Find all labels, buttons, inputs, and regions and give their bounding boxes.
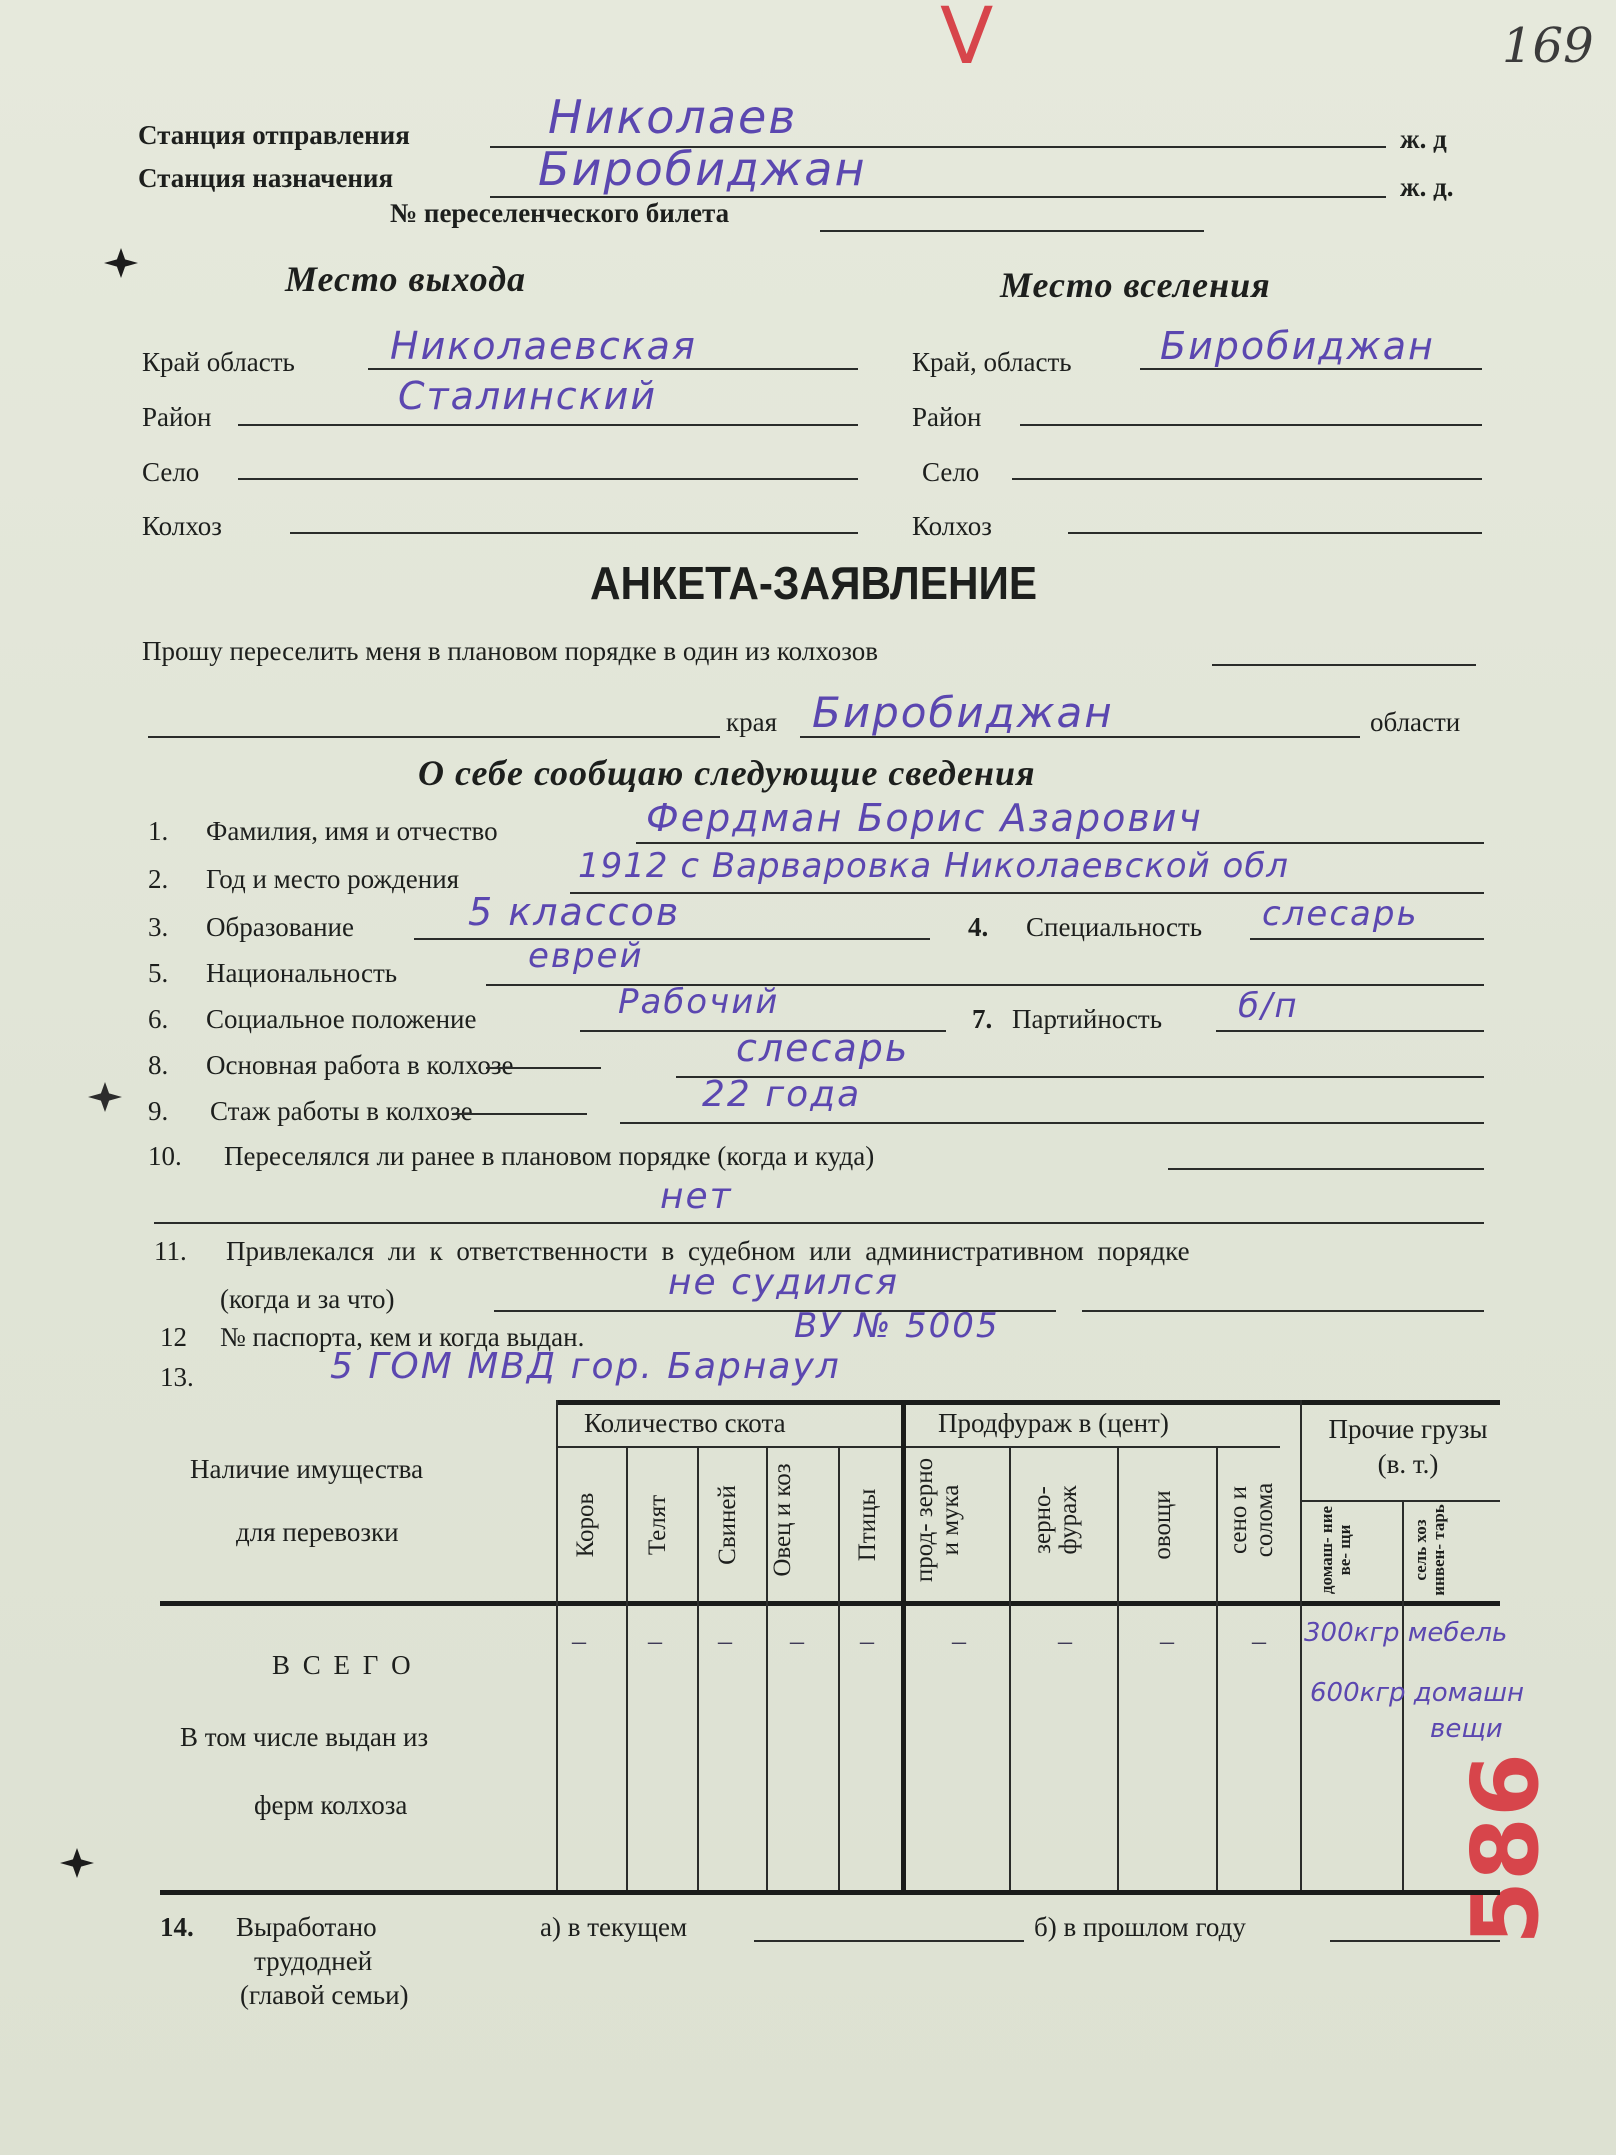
field-value-birth: 1912 с Варваровка Николаевской обл: [578, 846, 1290, 886]
side-number: 586: [1452, 1752, 1559, 1945]
destination-label: Станция назначения: [138, 163, 394, 193]
field-number: 3.: [148, 912, 169, 942]
col-header-grain-fodder: зерно- фураж: [1029, 1485, 1083, 1555]
group-header-other: Прочие грузы (в. т.): [1328, 1414, 1488, 1480]
field-label-liability: Привлекался ли к ответственности в судебном или административном порядке: [226, 1236, 1190, 1266]
settlement-village-line: [1012, 478, 1482, 480]
field-value-resettled: нет: [660, 1176, 733, 1217]
settlement-region-line: [1140, 368, 1482, 370]
col-divider: [1216, 1446, 1218, 1890]
field-line-liability-2: [1082, 1310, 1484, 1312]
table-header-rule: [160, 1601, 1500, 1606]
field-number: 1.: [148, 816, 169, 846]
field-label-experience: Стаж работы в колхозе: [210, 1096, 473, 1126]
departure-label: Станция отправления: [138, 120, 410, 150]
dash-cell: –: [860, 1626, 874, 1657]
dash-cell: –: [572, 1626, 586, 1657]
group-header-livestock: Количество скота: [584, 1408, 786, 1438]
field-value-issuer: 5 ГОМ МВД гор. Барнаул: [330, 1346, 841, 1387]
col-header-cows: Коров: [572, 1492, 599, 1558]
rail-suffix-1: ж. д: [1400, 124, 1447, 154]
col-divider: [556, 1400, 558, 1890]
table-top-rule: [556, 1400, 1500, 1405]
field-line-specialty: [1250, 938, 1484, 940]
field-number: 4.: [968, 912, 989, 942]
other-value-2: 600кгр домашн: [1310, 1678, 1524, 1708]
dash-cell: –: [1058, 1626, 1072, 1657]
field-label-nationality: Национальность: [206, 958, 398, 988]
field-value-liability: не судился: [668, 1262, 899, 1303]
col-divider: [697, 1446, 699, 1890]
check-mark: V: [940, 0, 994, 82]
field-number: 12: [160, 1322, 187, 1352]
field-number: 8.: [148, 1050, 169, 1080]
workdays-number: 14.: [160, 1912, 194, 1942]
ticket-label: № переселенческого билета: [390, 198, 730, 228]
col-divider: [1009, 1446, 1011, 1890]
row-header-line1: Наличие имущества: [190, 1454, 424, 1484]
dash-cell: –: [648, 1626, 662, 1657]
dash-cell: –: [790, 1626, 804, 1657]
dash-cell: –: [952, 1626, 966, 1657]
origin-region-label: Край область: [142, 347, 295, 377]
incl-label-line2: ферм колхоза: [254, 1790, 408, 1820]
punch-hole: [104, 248, 138, 278]
other-value-1: 300кгр мебель: [1304, 1618, 1508, 1648]
workdays-current-label: а) в текущем: [540, 1912, 688, 1942]
col-divider: [838, 1446, 840, 1890]
field-number: 9.: [148, 1096, 169, 1126]
origin-kolkhoz-label: Колхоз: [142, 511, 222, 541]
workdays-last-label: б) в прошлом году: [1034, 1912, 1246, 1942]
dash-cell: –: [1252, 1626, 1266, 1657]
group-divider: [1300, 1400, 1302, 1890]
col-header-calves: Телят: [644, 1494, 671, 1556]
about-heading: О себе сообщаю следующие сведения: [418, 753, 1036, 793]
request-text: Прошу переселить меня в плановом порядке в один из колхозов: [142, 636, 878, 666]
col-header-grain-flour: прод- зерно и мука: [911, 1457, 965, 1583]
field-value-main-work: слесарь: [736, 1026, 910, 1070]
strike-through: [486, 1067, 601, 1069]
field-label-liability-2: (когда и за что): [220, 1284, 395, 1314]
settlement-district-label: Район: [912, 402, 982, 432]
col-header-hay: сено и солома: [1225, 1482, 1279, 1558]
settlement-district-line: [1020, 424, 1482, 426]
field-value-specialty: слесарь: [1262, 894, 1419, 934]
row-header-line2: для перевозки: [236, 1517, 399, 1547]
origin-district-value: Сталинский: [398, 374, 658, 418]
origin-region-line: [368, 368, 858, 370]
krai-blank-line: [148, 736, 720, 738]
col-divider: [626, 1446, 628, 1890]
col-header-poultry: Птицы: [854, 1488, 881, 1562]
field-value-passport: ВУ № 5005: [794, 1306, 1000, 1346]
departure-value: Николаев: [548, 90, 798, 144]
col-divider: [1117, 1446, 1119, 1890]
workdays-label-line3: (главой семьи): [240, 1980, 409, 2010]
field-label-social: Социальное положение: [206, 1004, 477, 1034]
origin-kolkhoz-line: [290, 532, 858, 534]
punch-hole: [88, 1082, 122, 1112]
field-label-main-work: Основная работа в колхозе: [206, 1050, 514, 1080]
krai-value: Биробиджан: [812, 688, 1114, 737]
request-line: [1212, 664, 1476, 666]
settlement-kolkhoz-label: Колхоз: [912, 511, 992, 541]
oblast-label: области: [1370, 707, 1461, 737]
group-header-rule: [556, 1446, 1280, 1448]
field-value-fio: Фердман Борис Азарович: [646, 796, 1203, 840]
field-label-resettled: Переселялся ли ранее в плановом порядке (когда и куда): [224, 1141, 875, 1171]
ticket-line: [820, 230, 1204, 232]
field-value-experience: 22 года: [702, 1074, 862, 1115]
col-header-sheep: Овец и коз: [769, 1463, 796, 1577]
field-number: 2.: [148, 864, 169, 894]
workdays-current-line: [754, 1940, 1024, 1942]
settlement-heading: Место вселения: [1000, 265, 1271, 305]
incl-label-line1: В том числе выдан из: [180, 1722, 429, 1752]
origin-district-line: [238, 424, 858, 426]
field-line-fio: [636, 842, 1484, 844]
field-line-resettled: [1168, 1168, 1484, 1170]
field-label-specialty: Специальность: [1026, 912, 1203, 942]
field-number: 5.: [148, 958, 169, 988]
workdays-label-line2: трудодней: [254, 1946, 373, 1976]
dash-cell: –: [1160, 1626, 1174, 1657]
punch-hole: [60, 1848, 94, 1878]
rail-suffix-2: ж. д.: [1400, 172, 1454, 202]
origin-village-label: Село: [142, 457, 200, 487]
field-number: 13.: [160, 1362, 194, 1392]
field-value-education: 5 классов: [468, 890, 681, 934]
origin-heading: Место выхода: [285, 259, 527, 299]
total-label: В С Е Г О: [272, 1650, 414, 1680]
col-divider: [766, 1446, 768, 1890]
field-line-resettled-2: [154, 1222, 1484, 1224]
settlement-region-label: Край, область: [912, 347, 1072, 377]
settlement-region-value: Биробиджан: [1160, 324, 1435, 368]
field-value-nationality: еврей: [528, 936, 644, 976]
field-line-experience: [620, 1122, 1484, 1124]
col-header-pigs: Свиней: [714, 1485, 741, 1565]
col-header-household: домаш- ние ве- щи: [1317, 1505, 1354, 1595]
origin-village-line: [238, 478, 858, 480]
group-divider: [901, 1400, 906, 1890]
other-subheader-rule: [1300, 1500, 1500, 1502]
dash-cell: –: [718, 1626, 732, 1657]
destination-value: Биробиджан: [538, 142, 867, 196]
field-number: 6.: [148, 1004, 169, 1034]
krai-label: края: [726, 707, 778, 737]
field-value-party: б/п: [1238, 986, 1299, 1026]
workdays-last-line: [1330, 1940, 1500, 1942]
field-value-social: Рабочий: [618, 982, 780, 1022]
group-header-feed: Продфураж в (цент): [938, 1408, 1169, 1438]
field-line-party: [1216, 1030, 1484, 1032]
col-header-farm-tools: сель хоз инвен- тарь: [1411, 1504, 1448, 1596]
form-title: АНКЕТА-ЗАЯВЛЕНИЕ: [590, 557, 1038, 609]
field-label-fio: Фамилия, имя и отчество: [206, 816, 498, 846]
page-number: 169: [1502, 18, 1594, 74]
field-label-education: Образование: [206, 912, 354, 942]
strike-through: [452, 1113, 587, 1115]
origin-district-label: Район: [142, 402, 212, 432]
field-number: 10.: [148, 1141, 182, 1171]
origin-region-value: Николаевская: [390, 324, 697, 368]
workdays-label-line1: Выработано: [236, 1912, 377, 1942]
field-number: 7.: [972, 1004, 993, 1034]
col-header-vegetables: овощи: [1149, 1490, 1176, 1560]
field-label-party: Партийность: [1012, 1004, 1163, 1034]
table-bottom-rule: [160, 1890, 1500, 1895]
field-line-education: [414, 938, 930, 940]
settlement-kolkhoz-line: [1068, 532, 1482, 534]
field-number: 11.: [154, 1236, 187, 1266]
field-label-passport: № паспорта, кем и когда выдан.: [220, 1322, 585, 1352]
field-label-birth: Год и место рождения: [206, 864, 460, 894]
settlement-village-label: Село: [922, 457, 980, 487]
other-value-3: вещи: [1430, 1714, 1503, 1744]
